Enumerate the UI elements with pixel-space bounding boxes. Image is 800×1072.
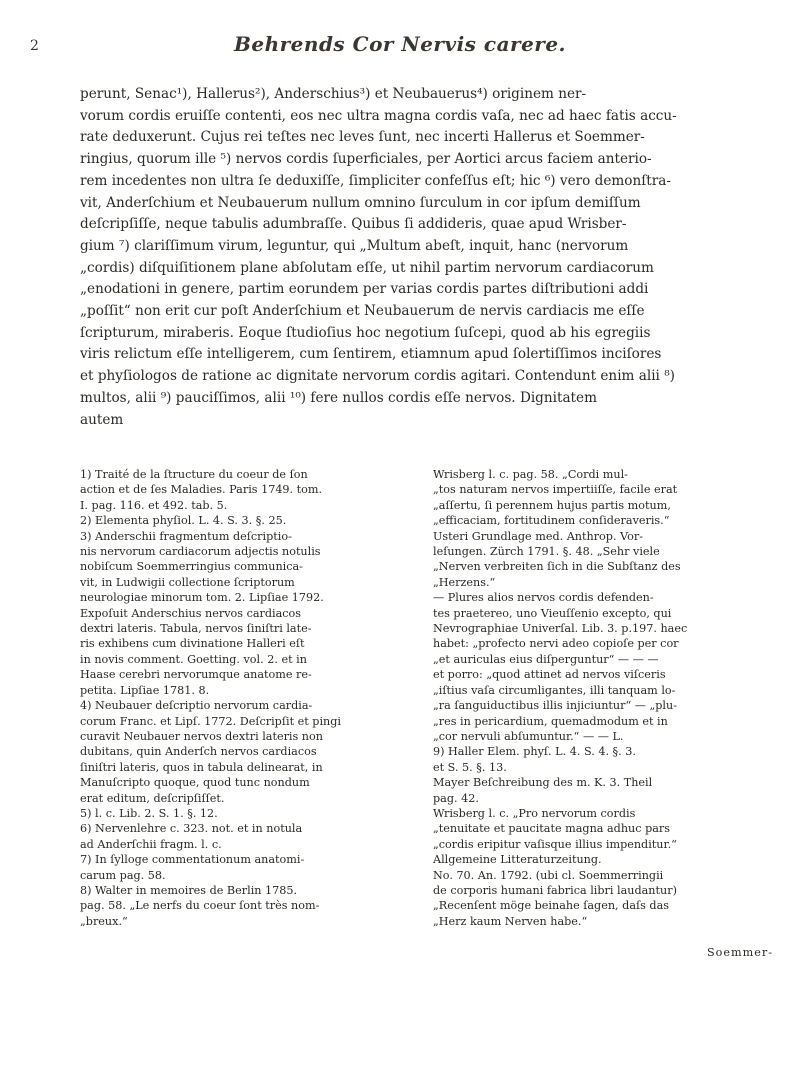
page-number: 2 — [30, 38, 39, 54]
footnote-line: I. pag. 116. et 492. tab. 5. — [80, 498, 228, 512]
footnote-line: neurologiae minorum tom. 2. Lipſiae 1792. — [80, 591, 324, 605]
footnote-line: No. 70. An. 1792. (ubi cl. Soemmerringii — [433, 868, 664, 882]
footnote-line: 1) Traité de la ſtructure du coeur de ſon — [80, 468, 308, 481]
footnote-line: Usteri Grundlage med. Anthrop. Vor- — [433, 529, 643, 543]
footnote-line: ſiniſtri lateris, quos in tabula delinearat, in — [80, 760, 323, 774]
body-text-line: autem — [80, 411, 124, 428]
body-text-line: gium ⁷) clariſſimum virum, leguntur, qui „Multum abeſt, inquit, hanc (nervorum — [80, 237, 629, 254]
footnote-line: carum pag. 58. — [80, 868, 166, 882]
footnote-line: action et de ſes Maladies. Paris 1749. tom. — [80, 483, 323, 497]
footnote-line: „tos naturam nervos impertiiſſe, facile erat — [433, 483, 678, 497]
footnote-line: „tenuitate et paucitate magna adhuc pars — [433, 822, 670, 836]
footnote-line: 5) l. c. Lib. 2. S. 1. §. 12. — [80, 806, 218, 820]
footnotes-left-column — [80, 467, 415, 929]
footnote-line: et porro: „quod attinet ad nervos viſceris — [433, 668, 666, 682]
footnote-line: Haase cerebri nervorumque anatome re- — [80, 668, 312, 682]
footnote-line: „Herz kaum Nerven habe.“ — [433, 914, 588, 928]
footnote-line: erat editum, deſcripſiſſet. — [80, 791, 225, 805]
body-text-line: perunt, Senac¹), Hallerus²), Anderschius³) et Neubauerus⁴) originem ner- — [80, 86, 587, 102]
body-text-line: „enodationi in genere, partim eorundem per varias cordis partes diſtributioni addi — [80, 281, 649, 298]
footnote-line: 7) In ſylloge commentationum anatomi- — [80, 853, 305, 867]
footnote-line: corum Franc. et Lipſ. 1772. Deſcripſit et pingi — [80, 714, 341, 728]
body-text-line: et phyſiologos de ratione ac dignitate nervorum cordis agitari. Contendunt enim alii ⁸) — [80, 368, 675, 385]
footnote-line: de corporis humani fabrica libri laudantur) — [433, 883, 677, 897]
footnote-line: „aſſertu, ſi perennem hujus partis motum, — [433, 498, 671, 512]
running-header: Behrends Cor Nervis carere. — [233, 32, 567, 56]
body-text-line: deſcripſiſſe, neque tabulis adumbraſſe. Quibus ſi addideris, quae apud Wrisber- — [80, 216, 627, 233]
footnote-line: petita. Lipſiae 1781. 8. — [80, 683, 210, 697]
footnote-line: „Herzens.“ — [433, 575, 496, 589]
footnote-line: „Recenſent möge beinahe ſagen, daſs das — [433, 899, 670, 913]
footnote-line: dextri lateris. Tabula, nervos ſiniſtri late- — [80, 622, 312, 636]
body-text-line: ringius, quorum ille ⁵) nervos cordis ſuperficiales, per Aortici arcus faciem anterio- — [80, 151, 652, 168]
footnote-line: tes praetereo, uno Vieuſſenio excepto, qui — [433, 606, 672, 620]
footnote-line: Nevrographiae Univerſal. Lib. 3. p.197. haec — [433, 622, 688, 636]
footnote-line: „breux.“ — [80, 914, 128, 928]
footnote-line: ad Anderſchii fragm. l. c. — [80, 837, 222, 851]
footnote-line — [433, 929, 773, 944]
footnote-line: „iſtius vaſa circumligantes, illi tanquam lo- — [433, 683, 676, 697]
footnote-line: 3) Anderschii fragmentum deſcriptio- — [80, 529, 292, 543]
body-text-line: vorum cordis eruiſſe contenti, eos nec ultra magna cordis vaſa, nec ad haec fatis accu- — [80, 107, 677, 124]
footnote-line: habet: „profecto nervi adeo copioſe per cor — [433, 637, 679, 651]
footnote-line: nobiſcum Soemmerringius communica- — [80, 560, 303, 574]
footnote-line: — Plures alios nervos cordis defenden- — [433, 591, 654, 605]
footnote-line: Expoſuit Anderschius nervos cardiacos — [80, 606, 302, 620]
body-text-line: rem incedentes non ultra ſe deduxiſſe, ſimpliciter confeſſus eſt; hic ⁶) vero demonſtra- — [80, 172, 671, 189]
footnote-line: Wrisberg l. c. pag. 58. „Cordi mul- — [433, 468, 628, 481]
footnote-line: „cordis eripitur vaſisque illius impenditur.“ — [433, 837, 677, 851]
footnote-line: pag. 58. „Le nerfs du coeur ſont très nom- — [80, 899, 320, 913]
footnote-line: pag. 42. — [433, 791, 479, 805]
footnote-line: 8) Walter in memoires de Berlin 1785. — [80, 883, 298, 897]
footnote-line: „efficaciam, fortitudinem conſideraveris.“ — [433, 514, 670, 528]
footnote-line: dubitans, quin Anderſch nervos cardiacos — [80, 745, 317, 759]
body-text-line: rate deduxerunt. Cujus rei teſtes nec leves ſunt, nec incerti Hallerus et Soemmer- — [80, 129, 645, 146]
footnote-line: Mayer Beſchreibung des m. K. 3. Theil — [433, 776, 653, 790]
footnote-line: nis nervorum cardiacorum adjectis notulis — [80, 545, 321, 559]
footnote-line: „ra ſanguiductibus illis injiciuntur“ — „plu- — [433, 699, 677, 713]
footnote-line: Manuſcripto quoque, quod tunc nondum — [80, 776, 310, 790]
body-text-line: multos, alii ⁹) pauciſſimos, alii ¹⁰) fere nullos cordis eſſe nervos. Dignitatem — [80, 389, 597, 406]
footnote-line: „et auriculas eius diſperguntur“ — — — — [433, 652, 659, 666]
footnote-line: „Nerven verbreiten ſich in die Subſtanz des — [433, 560, 681, 574]
footnote-line: „cor nervuli abſumuntur.“ — — L. — [433, 729, 624, 743]
footnote-line: 6) Nervenlehre c. 323. not. et in notula — [80, 822, 303, 836]
footnote-line: et S. 5. §. 13. — [433, 760, 507, 774]
footnote-line: „res in pericardium, quemadmodum et in — [433, 714, 668, 728]
footnotes-right-column — [433, 467, 773, 960]
footnote-line: Soemmer- — [707, 945, 773, 959]
footnote-line: 4) Neubauer deſcriptio nervorum cardia- — [80, 699, 313, 713]
body-text-line: vit, Anderſchium et Neubauerum nullum omnino ſurculum in cor ipſum demiſſum — [80, 194, 641, 211]
footnote-line: vit, in Ludwigii collectione ſcriptorum — [80, 575, 295, 589]
body-text-line: „cordis) diſquiſitionem plane abſolutam eſſe, ut nihil partim nervorum cardiacorum — [80, 259, 654, 276]
footnote-line: Allgemeine Litteraturzeitung. — [433, 853, 602, 867]
footnote-line: curavit Neubauer nervos dextri lateris non — [80, 729, 323, 743]
footnote-line: 2) Elementa phyſiol. L. 4. S. 3. §. 25. — [80, 514, 287, 528]
body-text-line: viris relictum eſſe intelligerem, cum ſentirem, etiamnum apud ſolertiſſimos inciſores — [80, 346, 662, 363]
body-text-line: „poſſit“ non erit cur poſt Anderſchium et Neubauerum de nervis cardiacis me eſſe — [80, 303, 645, 320]
footnote-line: Wrisberg l. c. „Pro nervorum cordis — [433, 806, 636, 820]
main-text-block — [80, 84, 770, 431]
footnote-line: leſungen. Zürch 1791. §. 48. „Sehr viele — [433, 545, 660, 559]
footnote-line: 9) Haller Elem. phyſ. L. 4. S. 4. §. 3. — [433, 745, 636, 759]
body-text-line: ſcripturum, miraberis. Eoque ſtudioſius hoc negotium ſuſcepi, quod ab his egregiis — [80, 324, 651, 341]
footnote-line: ris exhibens cum divinatione Halleri eſt — [80, 637, 305, 651]
footnote-line: in novis comment. Goetting. vol. 2. et in — [80, 652, 307, 666]
